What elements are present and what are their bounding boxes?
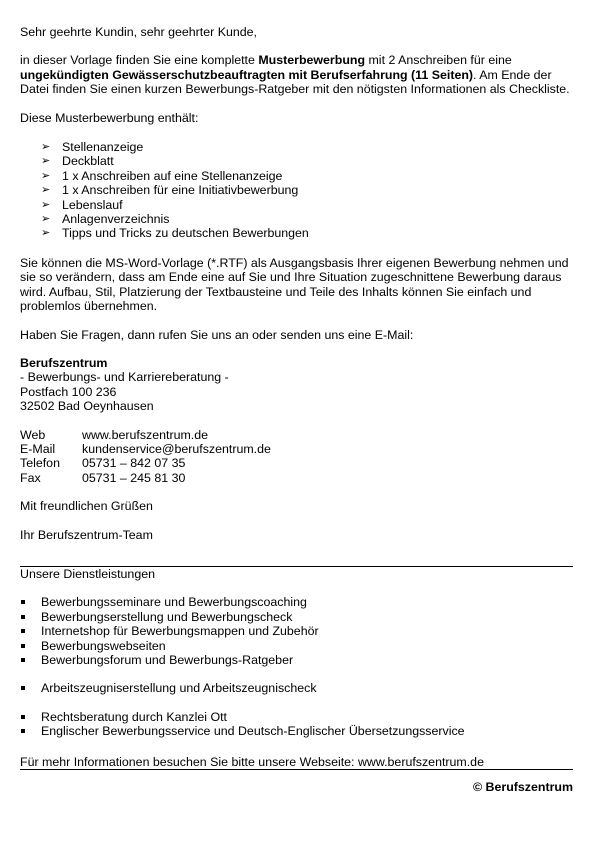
square-bullet-icon xyxy=(21,686,25,690)
list-item: Bewerbungsforum und Bewerbungs-Ratgeber xyxy=(20,653,573,667)
contents-heading: Diese Musterbewerbung enthält: xyxy=(20,110,199,125)
intro-text-1: in dieser Vorlage finden Sie eine komplette xyxy=(20,53,259,68)
web-link[interactable]: www.berufszentrum.de xyxy=(82,427,209,442)
fax-number: 05731 – 245 81 30 xyxy=(82,470,186,485)
questions-text: Haben Sie Fragen, dann rufen Sie uns an oder senden uns eine E-Mail: xyxy=(20,327,414,342)
greeting: Sehr geehrte Kundin, sehr geehrter Kunde, xyxy=(20,25,257,39)
square-bullet-icon xyxy=(21,600,25,604)
email-link[interactable]: kundenservice@berufszentrum.de xyxy=(82,441,271,456)
address-line: Postfach 100 236 xyxy=(20,384,117,399)
list-item: ➢ Stellenanzeige xyxy=(41,140,144,155)
intro-text-3: . Am Ende der Datei finden Sie einen kurzen Bewerbungs-Ratgeber mit den nötigsten Informationen als Checkliste. xyxy=(20,67,570,97)
address-block xyxy=(20,356,573,414)
intro-paragraph xyxy=(20,53,573,96)
list-item: ➢ Lebenslauf xyxy=(41,197,123,212)
contact-row-email: E-Mail kundenservice@berufszentrum.de xyxy=(20,441,271,456)
contents-list xyxy=(20,140,573,241)
intro-text-2: mit 2 Anschreiben für eine xyxy=(365,53,512,68)
arrow-bullet-icon: ➢ xyxy=(41,155,51,168)
phone-number: 05731 – 842 07 35 xyxy=(82,456,186,471)
contact-row-fax: Fax 05731 – 245 81 30 xyxy=(20,470,186,485)
list-item: Rechtsberatung durch Kanzlei Ott xyxy=(20,710,573,724)
intro-bold-2: ungekündigten Gewässerschutzbeauftragten mit Berufserfahrung (11 Seiten) xyxy=(20,67,474,82)
list-item: ➢ 1 x Anschreiben auf eine Stellenanzeige xyxy=(41,168,283,183)
document-page xyxy=(20,25,573,794)
services-list-1 xyxy=(20,595,573,667)
list-item: ➢ Tipps und Tricks zu deutschen Bewerbungen xyxy=(41,226,309,241)
services-list-3 xyxy=(20,710,573,739)
list-item: Bewerbungsseminare und Bewerbungscoaching xyxy=(20,595,573,609)
copyright: © Berufszentrum xyxy=(472,780,573,795)
arrow-bullet-icon: ➢ xyxy=(41,184,51,197)
square-bullet-icon xyxy=(21,658,25,662)
contact-row-phone: Telefon 05731 – 842 07 35 xyxy=(20,456,186,471)
list-item: Englischer Bewerbungsservice und Deutsch-Englischer Übersetzungsservice xyxy=(20,724,573,738)
more-info-text: Für mehr Informationen besuchen Sie bitte unsere Webseite: www.berufszentrum.de xyxy=(20,754,484,769)
square-bullet-icon xyxy=(21,729,25,733)
square-bullet-icon xyxy=(21,615,25,619)
arrow-bullet-icon: ➢ xyxy=(41,227,51,240)
square-bullet-icon xyxy=(21,715,25,719)
address-line: 32502 Bad Oeynhausen xyxy=(20,399,154,414)
list-item: Arbeitszeugniserstellung und Arbeitszeugnischeck xyxy=(20,681,573,695)
list-item: Bewerbungswebseiten xyxy=(20,639,573,653)
arrow-bullet-icon: ➢ xyxy=(41,213,51,226)
services-heading: Unsere Dienstleistungen xyxy=(20,566,155,581)
address-line: - Bewerbungs- und Karriereberatung - xyxy=(20,370,229,385)
intro-bold-1: Musterbewerbung xyxy=(258,53,366,68)
divider xyxy=(20,769,573,770)
square-bullet-icon xyxy=(21,644,25,648)
list-item: Bewerbungserstellung und Bewerbungscheck xyxy=(20,610,573,624)
company-name: Berufszentrum xyxy=(20,355,108,370)
list-item: ➢ Deckblatt xyxy=(41,154,114,169)
square-bullet-icon xyxy=(21,629,25,633)
contact-block xyxy=(20,428,573,486)
list-item: ➢ Anlagenverzeichnis xyxy=(41,212,170,227)
usage-paragraph: Sie können die MS-Word-Vorlage (*.RTF) als Ausgangsbasis Ihrer eigenen Bewerbung nehmen und sie so verändern, dass am Ende eine auf Sie und Ihre Situation zugeschnittene Bewerbung daraus wird. Aufbau, Stil, Platzierung der Textbausteine und Teile des Inhalts können Sie einfach und problemlos übernehmen. xyxy=(20,255,569,314)
arrow-bullet-icon: ➢ xyxy=(41,198,51,211)
list-item: ➢ 1 x Anschreiben für eine Initiativbewerbung xyxy=(41,183,299,198)
contact-row-web: Web www.berufszentrum.de xyxy=(20,427,209,442)
list-item: Internetshop für Bewerbungsmappen und Zubehör xyxy=(20,624,573,638)
services-list-2 xyxy=(20,681,573,695)
closing: Mit freundlichen Grüßen xyxy=(20,499,153,514)
arrow-bullet-icon: ➢ xyxy=(41,141,51,154)
signature: Ihr Berufszentrum-Team xyxy=(20,527,153,542)
arrow-bullet-icon: ➢ xyxy=(41,169,51,182)
